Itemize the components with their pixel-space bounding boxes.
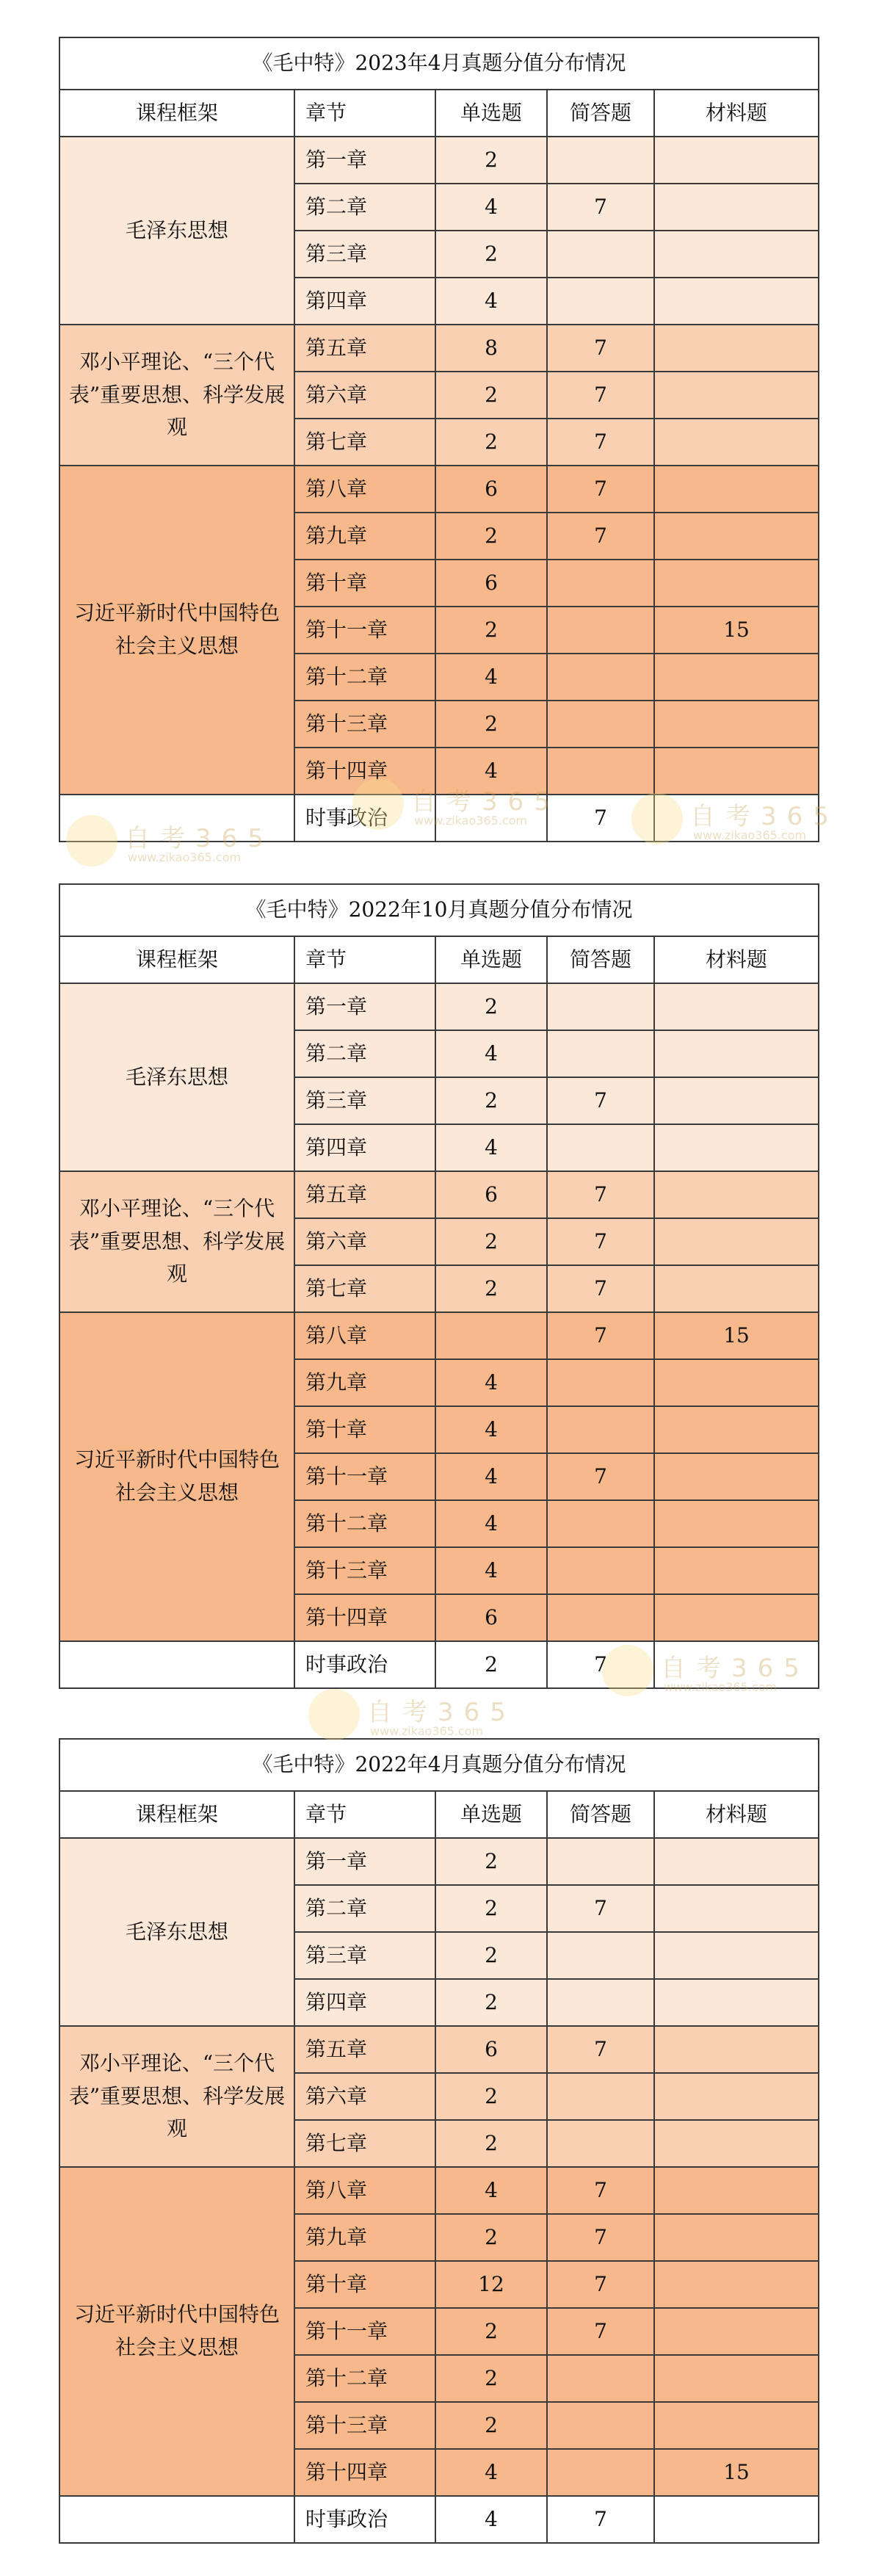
chapter-cell: 第六章 — [294, 372, 435, 419]
course-framework-cell: 邓小平理论、“三个代表”重要思想、科学发展观 — [59, 1171, 294, 1312]
chapter-cell: 第一章 — [294, 983, 435, 1030]
short-answer-score — [547, 607, 654, 654]
chapter-cell: 时事政治 — [294, 795, 435, 842]
chapter-cell: 第四章 — [294, 1124, 435, 1171]
material-score — [654, 748, 819, 795]
watermark-brand: 自考365 — [367, 1698, 516, 1727]
course-framework-cell: 毛泽东思想 — [59, 983, 294, 1171]
short-answer-score — [547, 654, 654, 701]
material-score — [654, 1838, 819, 1885]
single-choice-score: 2 — [435, 1218, 547, 1265]
table-row — [59, 795, 819, 842]
table-row — [59, 325, 819, 372]
single-choice-score: 2 — [435, 1265, 547, 1312]
material-score — [654, 325, 819, 372]
course-framework-cell: 习近平新时代中国特色社会主义思想 — [59, 466, 294, 795]
material-score: 15 — [654, 1312, 819, 1359]
short-answer-score: 7 — [547, 1453, 654, 1500]
material-score — [654, 2167, 819, 2214]
material-score — [654, 1265, 819, 1312]
material-score — [654, 2214, 819, 2261]
material-score — [654, 2120, 819, 2167]
material-score — [654, 1500, 819, 1547]
chapter-cell: 第十章 — [294, 1406, 435, 1453]
header-course-framework: 课程框架 — [59, 936, 294, 983]
chapter-cell: 第十一章 — [294, 1453, 435, 1500]
table-title: 《毛中特》2022年10月真题分值分布情况 — [59, 884, 819, 936]
short-answer-score: 7 — [547, 1641, 654, 1688]
header-chapter: 章节 — [294, 936, 435, 983]
short-answer-score: 7 — [547, 2026, 654, 2073]
header-course-framework: 课程框架 — [59, 1791, 294, 1838]
single-choice-score: 2 — [435, 2355, 547, 2402]
chapter-cell: 第七章 — [294, 419, 435, 466]
short-answer-score: 7 — [547, 2308, 654, 2355]
course-framework-cell: 毛泽东思想 — [59, 137, 294, 325]
short-answer-score — [547, 2120, 654, 2167]
material-score: 15 — [654, 2449, 819, 2496]
short-answer-score: 7 — [547, 1265, 654, 1312]
single-choice-score: 2 — [435, 701, 547, 748]
single-choice-score: 4 — [435, 654, 547, 701]
short-answer-score — [547, 2449, 654, 2496]
table-row — [59, 466, 819, 513]
short-answer-score — [547, 1594, 654, 1641]
table-row — [59, 1312, 819, 1359]
single-choice-score: 2 — [435, 607, 547, 654]
short-answer-score: 7 — [547, 466, 654, 513]
single-choice-score: 4 — [435, 2449, 547, 2496]
header-short-answer: 简答题 — [547, 90, 654, 137]
single-choice-score: 4 — [435, 748, 547, 795]
chapter-cell: 第二章 — [294, 1030, 435, 1077]
single-choice-score: 8 — [435, 325, 547, 372]
short-answer-score — [547, 2402, 654, 2449]
short-answer-score: 7 — [547, 2167, 654, 2214]
chapter-cell: 第十四章 — [294, 748, 435, 795]
short-answer-score — [547, 1030, 654, 1077]
material-score — [654, 419, 819, 466]
short-answer-score — [547, 2355, 654, 2402]
single-choice-score: 2 — [435, 231, 547, 278]
short-answer-score: 7 — [547, 419, 654, 466]
short-answer-score: 7 — [547, 1171, 654, 1218]
chapter-cell: 第十四章 — [294, 1594, 435, 1641]
material-score — [654, 2308, 819, 2355]
material-score — [654, 1641, 819, 1688]
chapter-cell: 第五章 — [294, 1171, 435, 1218]
chapter-cell: 第四章 — [294, 1979, 435, 2026]
material-score — [654, 1359, 819, 1406]
short-answer-score: 7 — [547, 1885, 654, 1932]
material-score — [654, 701, 819, 748]
chapter-cell: 第十四章 — [294, 2449, 435, 2496]
header-course-framework: 课程框架 — [59, 90, 294, 137]
course-framework-cell — [59, 795, 294, 842]
material-score — [654, 231, 819, 278]
short-answer-score — [547, 231, 654, 278]
single-choice-score: 2 — [435, 1885, 547, 1932]
header-material: 材料题 — [654, 936, 819, 983]
chapter-cell: 第四章 — [294, 278, 435, 325]
short-answer-score — [547, 1406, 654, 1453]
material-score — [654, 1932, 819, 1979]
material-score — [654, 1077, 819, 1124]
course-framework-cell — [59, 2496, 294, 2543]
short-answer-score: 7 — [547, 1218, 654, 1265]
course-framework-cell — [59, 1641, 294, 1688]
short-answer-score — [547, 1500, 654, 1547]
short-answer-score — [547, 748, 654, 795]
table-row — [59, 1641, 819, 1688]
header-material: 材料题 — [654, 1791, 819, 1838]
single-choice-score: 4 — [435, 1124, 547, 1171]
short-answer-score — [547, 560, 654, 607]
score-table — [59, 37, 819, 842]
table-row — [59, 2496, 819, 2543]
chapter-cell: 第七章 — [294, 1265, 435, 1312]
material-score — [654, 1171, 819, 1218]
single-choice-score: 2 — [435, 2214, 547, 2261]
material-score — [654, 2026, 819, 2073]
single-choice-score: 2 — [435, 1077, 547, 1124]
watermark-brand: 自考365 — [125, 824, 274, 853]
single-choice-score: 2 — [435, 513, 547, 560]
short-answer-score — [547, 1359, 654, 1406]
course-framework-cell: 邓小平理论、“三个代表”重要思想、科学发展观 — [59, 325, 294, 466]
table-title: 《毛中特》2023年4月真题分值分布情况 — [59, 37, 819, 90]
chapter-cell: 第八章 — [294, 2167, 435, 2214]
chapter-cell: 第九章 — [294, 513, 435, 560]
chapter-cell: 第一章 — [294, 137, 435, 184]
chapter-cell: 第十二章 — [294, 2355, 435, 2402]
short-answer-score: 7 — [547, 2214, 654, 2261]
single-choice-score: 2 — [435, 1641, 547, 1688]
watermark-brand: 自考365 — [690, 802, 839, 831]
material-score — [654, 2355, 819, 2402]
material-score — [654, 1030, 819, 1077]
table-row — [59, 1171, 819, 1218]
single-choice-score: 2 — [435, 2120, 547, 2167]
material-score — [654, 2496, 819, 2543]
short-answer-score — [547, 278, 654, 325]
chapter-cell: 第十章 — [294, 2261, 435, 2308]
single-choice-score: 2 — [435, 2402, 547, 2449]
single-choice-score: 6 — [435, 2026, 547, 2073]
single-choice-score: 4 — [435, 1030, 547, 1077]
material-score — [654, 466, 819, 513]
material-score: 15 — [654, 607, 819, 654]
material-score — [654, 2261, 819, 2308]
single-choice-score: 4 — [435, 278, 547, 325]
material-score — [654, 983, 819, 1030]
watermark-url: www.zikao365.com — [664, 1680, 778, 1694]
material-score — [654, 1453, 819, 1500]
chapter-cell: 第十二章 — [294, 1500, 435, 1547]
chapter-cell: 第九章 — [294, 1359, 435, 1406]
material-score — [654, 513, 819, 560]
single-choice-score: 2 — [435, 2308, 547, 2355]
chapter-cell: 第十一章 — [294, 607, 435, 654]
material-score — [654, 1594, 819, 1641]
material-score — [654, 1124, 819, 1171]
chapter-cell: 第八章 — [294, 1312, 435, 1359]
single-choice-score: 2 — [435, 372, 547, 419]
chapter-cell: 第十章 — [294, 560, 435, 607]
material-score — [654, 137, 819, 184]
material-score — [654, 372, 819, 419]
short-answer-score: 7 — [547, 1312, 654, 1359]
chapter-cell: 第五章 — [294, 2026, 435, 2073]
single-choice-score: 4 — [435, 1406, 547, 1453]
single-choice-score: 2 — [435, 1932, 547, 1979]
short-answer-score: 7 — [547, 513, 654, 560]
header-short-answer: 简答题 — [547, 1791, 654, 1838]
short-answer-score: 7 — [547, 372, 654, 419]
header-chapter: 章节 — [294, 1791, 435, 1838]
chapter-cell: 第六章 — [294, 1218, 435, 1265]
short-answer-score: 7 — [547, 2261, 654, 2308]
header-chapter: 章节 — [294, 90, 435, 137]
single-choice-score: 6 — [435, 560, 547, 607]
course-framework-cell: 习近平新时代中国特色社会主义思想 — [59, 1312, 294, 1641]
material-score — [654, 1406, 819, 1453]
short-answer-score — [547, 2073, 654, 2120]
single-choice-score: 4 — [435, 1359, 547, 1406]
header-single-choice: 单选题 — [435, 936, 547, 983]
watermark-logo — [308, 1689, 516, 1743]
header-short-answer: 简答题 — [547, 936, 654, 983]
chapter-cell: 第六章 — [294, 2073, 435, 2120]
header-single-choice: 单选题 — [435, 90, 547, 137]
chapter-cell: 第三章 — [294, 1932, 435, 1979]
short-answer-score: 7 — [547, 795, 654, 842]
chapter-cell: 第十一章 — [294, 2308, 435, 2355]
score-table — [59, 883, 819, 1689]
single-choice-score: 4 — [435, 2496, 547, 2543]
material-score — [654, 795, 819, 842]
chapter-cell: 第二章 — [294, 184, 435, 231]
single-choice-score: 4 — [435, 2167, 547, 2214]
short-answer-score — [547, 1838, 654, 1885]
material-score — [654, 1218, 819, 1265]
material-score — [654, 654, 819, 701]
material-score — [654, 2073, 819, 2120]
table-row — [59, 2026, 819, 2073]
single-choice-score: 2 — [435, 1979, 547, 2026]
chapter-cell: 时事政治 — [294, 1641, 435, 1688]
chapter-cell: 第三章 — [294, 231, 435, 278]
single-choice-score: 4 — [435, 1453, 547, 1500]
table-row — [59, 983, 819, 1030]
short-answer-score — [547, 1124, 654, 1171]
single-choice-score: 4 — [435, 1547, 547, 1594]
watermark-badge-icon — [308, 1689, 360, 1740]
course-framework-cell: 邓小平理论、“三个代表”重要思想、科学发展观 — [59, 2026, 294, 2167]
score-table — [59, 1738, 819, 2544]
short-answer-score — [547, 701, 654, 748]
chapter-cell: 第七章 — [294, 2120, 435, 2167]
chapter-cell: 第二章 — [294, 1885, 435, 1932]
header-single-choice: 单选题 — [435, 1791, 547, 1838]
chapter-cell: 第九章 — [294, 2214, 435, 2261]
table-row — [59, 1838, 819, 1885]
chapter-cell: 第一章 — [294, 1838, 435, 1885]
single-choice-score — [435, 1312, 547, 1359]
short-answer-score — [547, 983, 654, 1030]
table-row — [59, 2167, 819, 2214]
chapter-cell: 第八章 — [294, 466, 435, 513]
watermark-url: www.zikao365.com — [414, 814, 528, 828]
single-choice-score: 6 — [435, 466, 547, 513]
material-score — [654, 184, 819, 231]
course-framework-cell: 毛泽东思想 — [59, 1838, 294, 2026]
short-answer-score: 7 — [547, 1077, 654, 1124]
single-choice-score: 4 — [435, 184, 547, 231]
material-score — [654, 1547, 819, 1594]
table-row — [59, 137, 819, 184]
short-answer-score: 7 — [547, 2496, 654, 2543]
single-choice-score: 2 — [435, 137, 547, 184]
watermark-brand: 自考365 — [661, 1654, 810, 1683]
single-choice-score: 4 — [435, 1500, 547, 1547]
chapter-cell: 第十三章 — [294, 2402, 435, 2449]
header-material: 材料题 — [654, 90, 819, 137]
material-score — [654, 1979, 819, 2026]
chapter-cell: 第三章 — [294, 1077, 435, 1124]
single-choice-score: 6 — [435, 1171, 547, 1218]
short-answer-score — [547, 1979, 654, 2026]
single-choice-score: 2 — [435, 1838, 547, 1885]
watermark-brand: 自考365 — [411, 787, 560, 817]
material-score — [654, 2402, 819, 2449]
chapter-cell: 时事政治 — [294, 2496, 435, 2543]
short-answer-score — [547, 1932, 654, 1979]
single-choice-score: 6 — [435, 1594, 547, 1641]
watermark-url: www.zikao365.com — [693, 828, 807, 842]
short-answer-score — [547, 137, 654, 184]
course-framework-cell: 习近平新时代中国特色社会主义思想 — [59, 2167, 294, 2496]
table-title: 《毛中特》2022年4月真题分值分布情况 — [59, 1739, 819, 1791]
single-choice-score: 2 — [435, 983, 547, 1030]
chapter-cell: 第五章 — [294, 325, 435, 372]
material-score — [654, 1885, 819, 1932]
watermark-url: www.zikao365.com — [128, 850, 242, 864]
short-answer-score: 7 — [547, 184, 654, 231]
single-choice-score: 12 — [435, 2261, 547, 2308]
material-score — [654, 560, 819, 607]
single-choice-score — [435, 795, 547, 842]
single-choice-score: 2 — [435, 2073, 547, 2120]
single-choice-score: 2 — [435, 419, 547, 466]
short-answer-score: 7 — [547, 325, 654, 372]
chapter-cell: 第十二章 — [294, 654, 435, 701]
chapter-cell: 第十三章 — [294, 701, 435, 748]
chapter-cell: 第十三章 — [294, 1547, 435, 1594]
short-answer-score — [547, 1547, 654, 1594]
material-score — [654, 278, 819, 325]
watermark-url: www.zikao365.com — [370, 1724, 484, 1738]
